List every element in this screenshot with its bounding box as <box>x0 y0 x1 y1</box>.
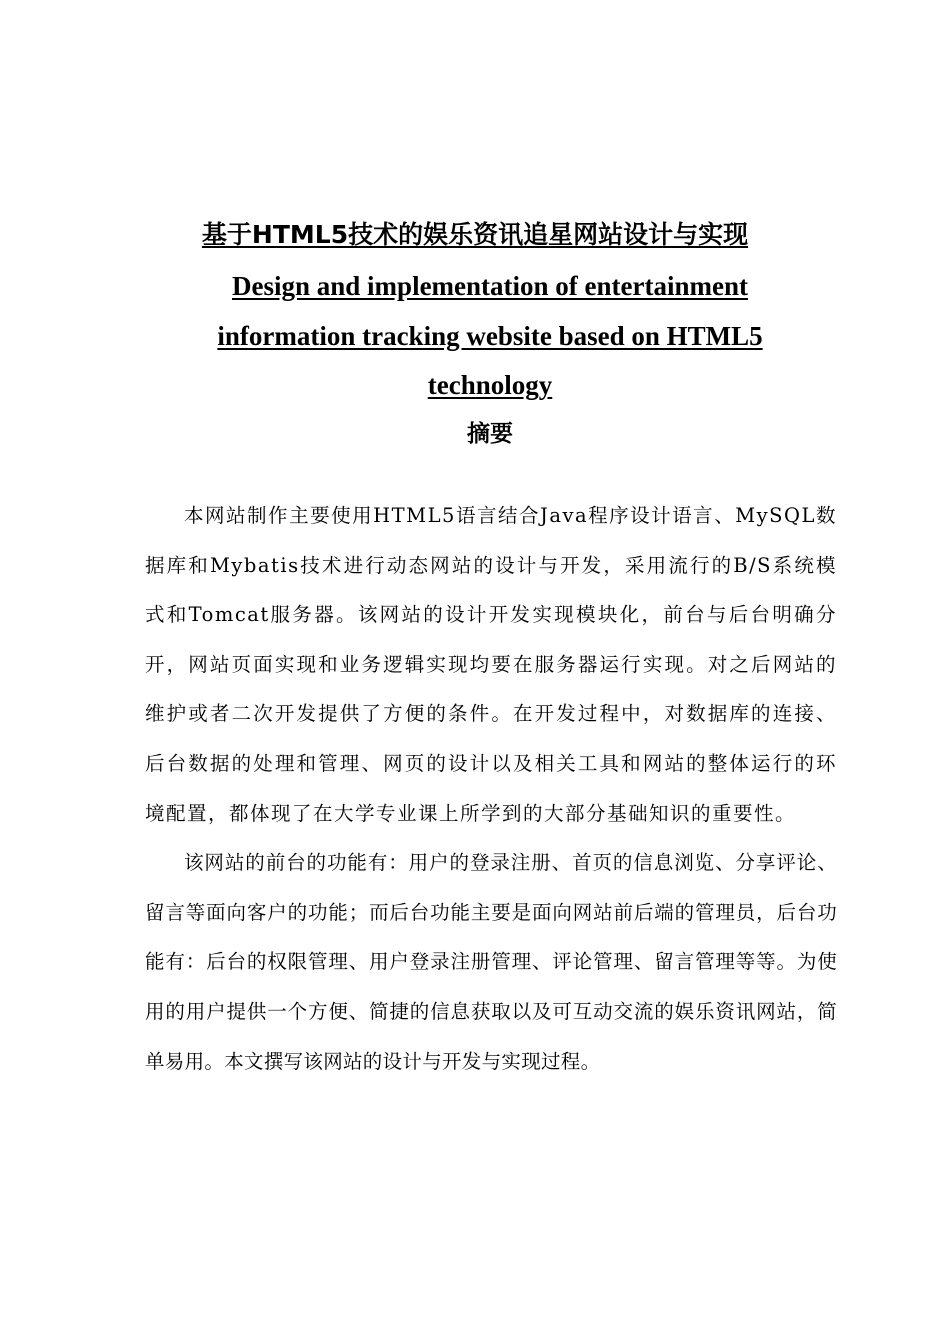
english-title: Design and implementation of entertainment information tracking website based on HTML5 technology <box>217 271 763 400</box>
chinese-title: 基于HTML5技术的娱乐资讯追星网站设计与实现 <box>201 220 749 249</box>
abstract-body <box>145 491 837 1086</box>
abstract-paragraph-1: 本网站制作主要使用HTML5语言结合Java程序设计语言、MySQL数据库和Mybatis技术进行动态网站的设计与开发，采用流行的B/S系统模式和Tomcat服务器。该网站的设计开发实现模块化，前台与后台明确分开，网站页面实现和业务逻辑实现均要在服务器运行实现。对之后网站的维护或者二次开发提供了方便的条件。在开发过程中，对数据库的连接、后台数据的处理和管理、网页的设计以及相关工具和网站的整体运行的环境配置，都体现了在大学专业课上所学到的大部分基础知识的重要性。 <box>145 504 837 825</box>
abstract-paragraph-2: 该网站的前台的功能有：用户的登录注册、首页的信息浏览、分享评论、留言等面向客户的功能；而后台功能主要是面向网站前后端的管理员，后台功能有：后台的权限管理、用户登录注册管理、评论管理、留言管理等等。为使用的用户提供一个方便、简捷的信息获取以及可互动交流的娱乐资讯网站，简单易用。本文撰写该网站的设计与开发与实现过程。 <box>145 851 837 1073</box>
abstract-heading: 摘要 <box>467 421 513 447</box>
